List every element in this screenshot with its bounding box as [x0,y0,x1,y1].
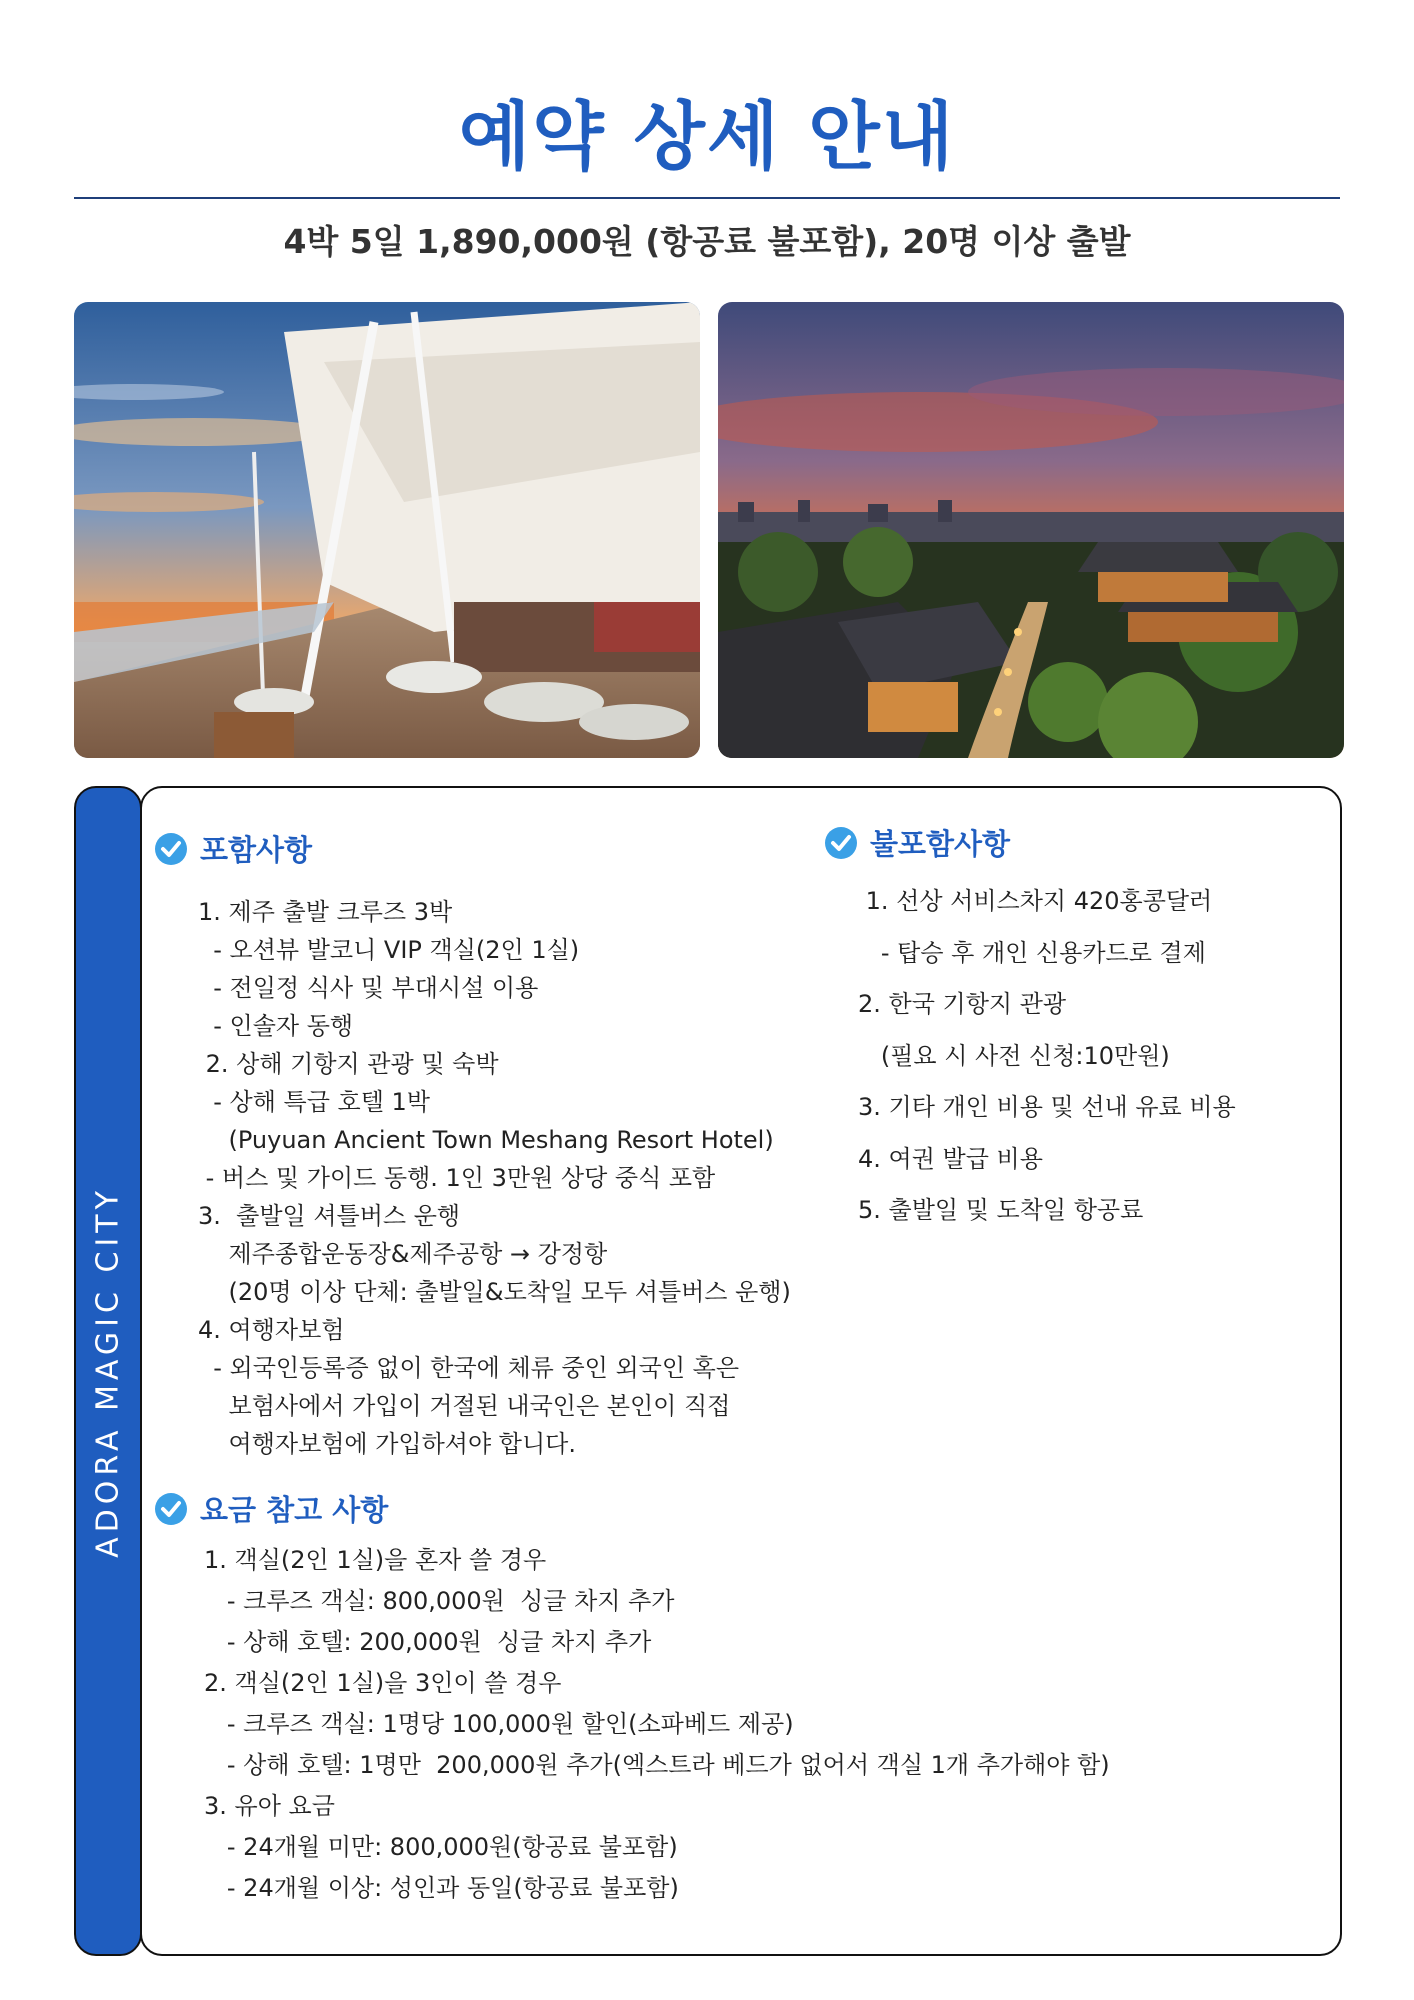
list-item: (20명 이상 단체: 출발일&도착일 모두 셔틀버스 운행) [198,1278,791,1306]
list-item: - 크루즈 객실: 800,000원 싱글 차지 추가 [204,1587,675,1615]
list-item: - 상해 특급 호텔 1박 [198,1088,430,1116]
list-item: 여행자보험에 가입하셔야 합니다. [198,1430,576,1458]
check-circle-icon [154,832,188,866]
list-item: 3. 기타 개인 비용 및 선내 유료 비용 [858,1093,1236,1121]
included-title: 포함사항 [200,833,313,867]
ancient-town-photo [718,302,1344,758]
list-item: 3. 유아 요금 [204,1792,335,1820]
list-item: 2. 한국 기항지 관광 [858,990,1067,1018]
list-item: - 오션뷰 발코니 VIP 객실(2인 1실) [198,936,580,964]
list-item: - 24개월 미만: 800,000원(항공료 불포함) [204,1833,678,1861]
list-item: - 버스 및 가이드 동행. 1인 3만원 상당 중식 포함 [198,1164,716,1192]
list-item: 1. 제주 출발 크루즈 3박 [198,898,453,926]
fees-list [204,1540,1110,1909]
list-item: 4. 여권 발급 비용 [858,1144,1043,1173]
list-item: 2. 객실(2인 1실)을 3인이 쓸 경우 [204,1669,562,1697]
list-item: - 전일정 식사 및 부대시설 이용 [198,974,539,1002]
excluded-heading [824,822,1010,863]
list-item: - 크루즈 객실: 1명당 100,000원 할인(소파베드 제공) [204,1710,794,1738]
details-panel [140,786,1342,1956]
list-item: - 상해 호텔: 1명만 200,000원 추가(엑스트라 베드가 없어서 객실 1개 추가해야 함) [204,1751,1110,1779]
included-heading [154,828,312,869]
list-item: 3. 출발일 셔틀버스 운행 [198,1202,461,1230]
trip-summary: 4박 5일 1,890,000원 (항공료 불포함), 20명 이상 출발 [283,222,1131,261]
side-brand-label: ADORA MAGIC CITY [90,1186,126,1558]
list-item: - 상해 호텔: 200,000원 싱글 차지 추가 [204,1628,652,1656]
list-item: 보험사에서 가입이 거절된 내국인은 본인이 직접 [198,1392,731,1420]
check-circle-icon [824,826,858,860]
list-item: - 인솔자 동행 [198,1012,354,1040]
check-circle-icon [154,1492,188,1526]
included-list [198,893,791,1463]
title-divider [74,197,1340,199]
list-item: 5. 출발일 및 도착일 항공료 [858,1196,1144,1224]
cruise-deck-photo [74,302,700,758]
list-item: 4. 여행자보험 [198,1316,345,1344]
list-item: 1. 객실(2인 1실)을 혼자 쓸 경우 [204,1546,547,1574]
list-item: 1. 선상 서비스차지 420홍콩달러 [858,887,1213,915]
page-title: 예약 상세 안내 [458,94,956,180]
list-item: (필요 시 사전 신청:10만원) [858,1041,1170,1070]
fees-title: 요금 참고 사항 [200,1493,389,1527]
list-item: (Puyuan Ancient Town Meshang Resort Hotel) [198,1126,774,1154]
list-item: - 외국인등록증 없이 한국에 체류 중인 외국인 혹은 [198,1354,739,1382]
list-item: 제주종합운동장&제주공항 → 강정항 [198,1240,608,1268]
list-item: 2. 상해 기항지 관광 및 숙박 [198,1050,499,1078]
fees-heading [154,1488,388,1529]
excluded-title: 불포함사항 [870,827,1011,861]
excluded-list [858,876,1236,1237]
list-item: - 24개월 이상: 성인과 동일(항공료 불포함) [204,1874,679,1902]
list-item: - 탑승 후 개인 신용카드로 결제 [858,938,1206,967]
